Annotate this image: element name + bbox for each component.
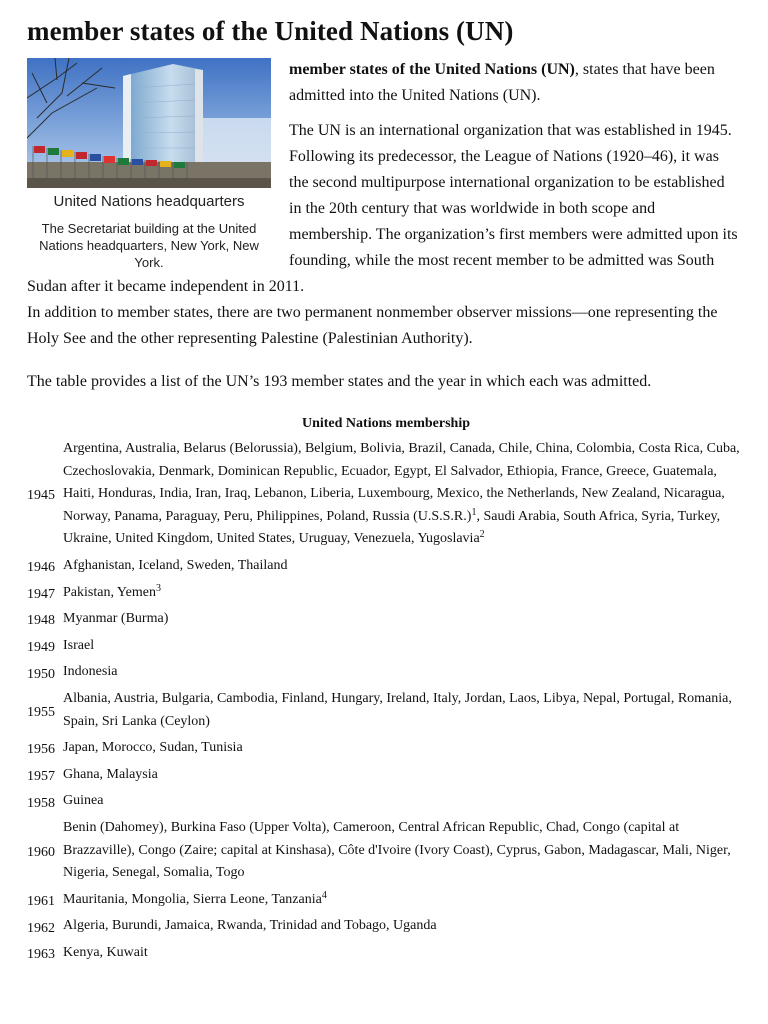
members-cell: Indonesia xyxy=(63,664,118,680)
members-cell: Japan, Morocco, Sudan, Tunisia xyxy=(63,740,243,756)
figure-caption: The Secretariat building at the United Nations headquarters, New York, New York. xyxy=(39,221,259,270)
year-cell: 1956 xyxy=(27,742,55,758)
intro-rest: , states that have been admitted into the United Nations (UN). xyxy=(289,61,715,104)
members-cell: Argentina, Australia, Belarus (Belorussia), Belgium, Bolivia, Brazil, Canada, Chile, China, Colombia, Costa Rica, Cuba, Czechoslovakia, Denmark, Dominican Republic, Ecuador, Egypt, El Salvador, Ethiopia, France, Greece, Guatemala, Haiti, Honduras, India, Iran, Iraq, Lebanon, Liberia, Luxembourg, Mexico, the Netherlands, New Zealand, Nicaragua, Norway, Panama, Paraguay, Peru, Philippines, Poland, Russia $(U.S.S.R.)^1$, Saudi Arabia, South Africa, Syria, Turkey, Ukraine, United Kingdom, United States, Uruguay, Venezuela, Yugoslavia$^2$ xyxy=(63,441,740,547)
year-cell: 1961 xyxy=(27,893,55,909)
headquarters-figure xyxy=(27,58,271,271)
figure-title: United Nations headquarters xyxy=(53,193,245,210)
table-row xyxy=(27,582,743,609)
table-title: United Nations membership xyxy=(301,416,470,431)
year-cell: 1950 xyxy=(27,666,55,682)
members-cell: Israel xyxy=(63,637,95,653)
history-paragraph: The UN is an international organization that was established in 1945. Following its predecessor, the League of Nations (1920–46), it was the second multipurpose international organization to be established in the 20th century that was worldwide in both scope and membership. The organization’s first members were admitted upon its founding, while the most recent member to be admitted was South Sudan after it became independent in 2011. xyxy=(27,122,738,295)
table-row xyxy=(27,438,743,555)
members-cell: Benin (Dahomey), Burkina Faso (Upper Volta), Cameroon, Central African Republic, Chad, Congo (capital at Brazzaville), Congo (Zaire; capital at Kinshasa), Côte d'Ivoire (Ivory Coast), Cyprus, Gabon, Madagascar, Mali, Niger, Nigeria, Senegal, Somalia, Togo xyxy=(63,819,731,881)
year-cell: 1955 xyxy=(27,704,55,720)
table-intro-paragraph: The table provides a list of the UN’s 193 member states and the year in which each was admitted. xyxy=(27,373,652,390)
footnote-ref[interactable]: 4 xyxy=(321,889,327,901)
members-cell: Kenya, Kuwait xyxy=(63,944,148,960)
table-row xyxy=(27,737,743,764)
members-cell: Ghana, Malaysia xyxy=(63,766,158,782)
membership-table xyxy=(27,438,743,968)
members-cell: Myanmar (Burma) xyxy=(63,611,169,627)
table-row xyxy=(27,661,743,688)
table-row xyxy=(27,790,743,817)
year-cell: 1947 xyxy=(27,586,55,602)
year-cell: 1963 xyxy=(27,947,55,963)
members-cell: Guinea xyxy=(63,793,104,809)
year-cell: 1962 xyxy=(27,920,55,936)
year-cell: 1960 xyxy=(27,844,55,860)
headquarters-photo[interactable] xyxy=(27,58,271,188)
members-cell: Pakistan, Yemen$^3$ xyxy=(63,582,161,600)
table-row xyxy=(27,889,743,916)
table-row xyxy=(27,817,743,889)
footnote-ref[interactable]: 2 xyxy=(479,529,485,541)
members-cell: Albania, Austria, Bulgaria, Cambodia, Finland, Hungary, Ireland, Italy, Jordan, Laos, Libya, Nepal, Portugal, Romania, Spain, Sri Lanka (Ceylon) xyxy=(63,690,732,729)
year-cell: 1946 xyxy=(27,560,55,576)
members-cell: Mauritania, Mongolia, Sierra Leone, Tanzania$^4$ xyxy=(63,889,327,907)
year-cell: 1957 xyxy=(27,769,55,785)
year-cell: 1949 xyxy=(27,640,55,656)
footnote-ref[interactable]: 3 xyxy=(155,582,161,594)
table-row xyxy=(27,942,743,969)
table-row xyxy=(27,764,743,791)
footnote-ref[interactable]: 1 xyxy=(471,506,477,518)
table-row xyxy=(27,555,743,582)
year-cell: 1948 xyxy=(27,613,55,629)
members-cell: Afghanistan, Iceland, Sweden, Thailand xyxy=(63,557,288,573)
article xyxy=(27,0,741,968)
members-cell: Algeria, Burundi, Jamaica, Rwanda, Trinidad and Tobago, Uganda xyxy=(63,918,437,934)
table-row xyxy=(27,608,743,635)
observer-paragraph: In addition to member states, there are two permanent nonmember observer missions—one representing the Holy See and the other representing Palestine (Palestinian Authority). xyxy=(27,304,718,347)
table-row xyxy=(27,688,743,737)
year-cell: 1958 xyxy=(27,795,55,811)
table-row xyxy=(27,635,743,662)
intro-bold: member states of the United Nations (UN) xyxy=(289,61,575,78)
year-cell: 1945 xyxy=(27,488,55,504)
table-row xyxy=(27,915,743,942)
page-title: member states of the United Nations (UN) xyxy=(27,16,514,46)
